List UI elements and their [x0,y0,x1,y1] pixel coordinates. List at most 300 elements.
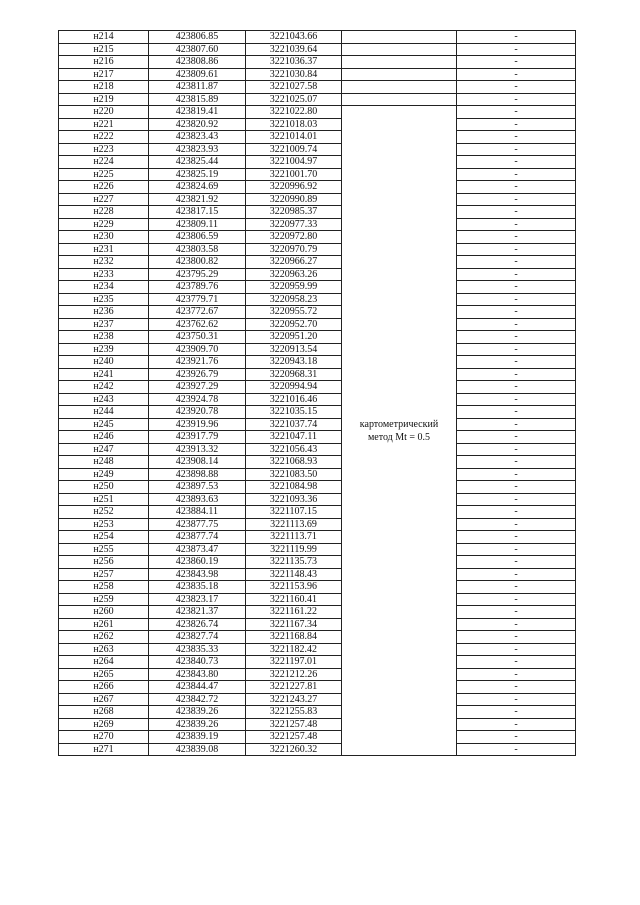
note-cell: - [457,68,576,81]
x-coordinate-cell: 423823.93 [149,143,246,156]
x-coordinate-cell: 423913.32 [149,443,246,456]
note-cell: - [457,418,576,431]
y-coordinate-cell: 3221119.99 [246,543,342,556]
note-cell: - [457,43,576,56]
x-coordinate-cell: 423924.78 [149,393,246,406]
point-name-cell: н268 [59,706,149,719]
x-coordinate-cell: 423898.88 [149,468,246,481]
note-cell: - [457,681,576,694]
table-row [59,631,576,644]
note-cell: - [457,81,576,94]
note-cell: - [457,518,576,531]
note-cell: - [457,593,576,606]
y-coordinate-cell: 3220985.37 [246,206,342,219]
point-name-cell: н229 [59,218,149,231]
note-cell: - [457,206,576,219]
note-cell: - [457,168,576,181]
note-cell: - [457,268,576,281]
table-row [59,668,576,681]
x-coordinate-cell: 423789.76 [149,281,246,294]
table-row [59,431,576,444]
x-coordinate-cell: 423839.26 [149,706,246,719]
x-coordinate-cell: 423919.96 [149,418,246,431]
note-cell: - [457,368,576,381]
y-coordinate-cell: 3221197.01 [246,656,342,669]
point-name-cell: н222 [59,131,149,144]
note-cell: - [457,243,576,256]
x-coordinate-cell: 423817.15 [149,206,246,219]
table-row [59,456,576,469]
y-coordinate-cell: 3220952.70 [246,318,342,331]
note-cell: - [457,393,576,406]
point-name-cell: н267 [59,693,149,706]
point-name-cell: н258 [59,581,149,594]
x-coordinate-cell: 423827.74 [149,631,246,644]
note-cell: - [457,218,576,231]
x-coordinate-cell: 423835.33 [149,643,246,656]
y-coordinate-cell: 3221084.98 [246,481,342,494]
point-name-cell: н248 [59,456,149,469]
y-coordinate-cell: 3220970.79 [246,243,342,256]
table-row [59,81,576,94]
note-cell: - [457,381,576,394]
y-coordinate-cell: 3221014.01 [246,131,342,144]
note-cell: - [457,131,576,144]
table-row [59,618,576,631]
table-row [59,106,576,119]
y-coordinate-cell: 3220977.33 [246,218,342,231]
table-row [59,518,576,531]
table-row [59,131,576,144]
table-row [59,531,576,544]
point-name-cell: н224 [59,156,149,169]
y-coordinate-cell: 3220990.89 [246,193,342,206]
note-cell: - [457,293,576,306]
note-cell: - [457,231,576,244]
note-cell: - [457,306,576,319]
note-cell: - [457,643,576,656]
point-name-cell: н246 [59,431,149,444]
x-coordinate-cell: 423877.75 [149,518,246,531]
note-cell: - [457,543,576,556]
point-name-cell: н230 [59,231,149,244]
method-text-line2: метод Mt = 0.5 [367,431,431,443]
note-cell: - [457,581,576,594]
method-cell-empty [342,93,457,106]
method-cell-empty [342,68,457,81]
table-row [59,706,576,719]
table-row [59,331,576,344]
y-coordinate-cell: 3221037.74 [246,418,342,431]
point-name-cell: н231 [59,243,149,256]
y-coordinate-cell: 3221009.74 [246,143,342,156]
y-coordinate-cell: 3221227.81 [246,681,342,694]
note-cell: - [457,618,576,631]
table-row [59,506,576,519]
y-coordinate-cell: 3220996.92 [246,181,342,194]
note-cell: - [457,31,576,44]
note-cell: - [457,506,576,519]
table-row [59,556,576,569]
table-row [59,656,576,669]
table-row [59,281,576,294]
table-row [59,168,576,181]
x-coordinate-cell: 423803.58 [149,243,246,256]
point-name-cell: н221 [59,118,149,131]
note-cell: - [457,693,576,706]
point-name-cell: н223 [59,143,149,156]
point-name-cell: н245 [59,418,149,431]
x-coordinate-cell: 423811.87 [149,81,246,94]
point-name-cell: н251 [59,493,149,506]
x-coordinate-cell: 423750.31 [149,331,246,344]
coordinates-table-body [59,31,576,756]
y-coordinate-cell: 3220963.26 [246,268,342,281]
y-coordinate-cell: 3221022.80 [246,106,342,119]
point-name-cell: н254 [59,531,149,544]
point-name-cell: н233 [59,268,149,281]
table-row [59,393,576,406]
note-cell: - [457,668,576,681]
point-name-cell: н249 [59,468,149,481]
x-coordinate-cell: 423839.26 [149,718,246,731]
y-coordinate-cell: 3221047.11 [246,431,342,444]
method-text-line1: картометрический [359,418,439,430]
point-name-cell: н226 [59,181,149,194]
x-coordinate-cell: 423825.44 [149,156,246,169]
y-coordinate-cell: 3221255.83 [246,706,342,719]
point-name-cell: н255 [59,543,149,556]
note-cell: - [457,606,576,619]
x-coordinate-cell: 423819.41 [149,106,246,119]
x-coordinate-cell: 423808.86 [149,56,246,69]
table-row [59,93,576,106]
x-coordinate-cell: 423795.29 [149,268,246,281]
x-coordinate-cell: 423844.47 [149,681,246,694]
y-coordinate-cell: 3221056.43 [246,443,342,456]
point-name-cell: н252 [59,506,149,519]
note-cell: - [457,493,576,506]
table-row [59,31,576,44]
x-coordinate-cell: 423897.53 [149,481,246,494]
point-name-cell: н250 [59,481,149,494]
x-coordinate-cell: 423860.19 [149,556,246,569]
note-cell: - [457,731,576,744]
y-coordinate-cell: 3221043.66 [246,31,342,44]
point-name-cell: н241 [59,368,149,381]
y-coordinate-cell: 3221068.93 [246,456,342,469]
note-cell: - [457,93,576,106]
point-name-cell: н244 [59,406,149,419]
x-coordinate-cell: 423821.37 [149,606,246,619]
note-cell: - [457,443,576,456]
note-cell: - [457,331,576,344]
method-cell [342,106,457,756]
y-coordinate-cell: 3220959.99 [246,281,342,294]
y-coordinate-cell: 3221148.43 [246,568,342,581]
x-coordinate-cell: 423877.74 [149,531,246,544]
y-coordinate-cell: 3221018.03 [246,118,342,131]
x-coordinate-cell: 423821.92 [149,193,246,206]
point-name-cell: н214 [59,31,149,44]
table-row [59,568,576,581]
note-cell: - [457,468,576,481]
point-name-cell: н262 [59,631,149,644]
table-row [59,693,576,706]
table-row [59,256,576,269]
x-coordinate-cell: 423839.19 [149,731,246,744]
table-row [59,381,576,394]
note-cell: - [457,318,576,331]
note-cell: - [457,743,576,756]
point-name-cell: н263 [59,643,149,656]
point-name-cell: н264 [59,656,149,669]
x-coordinate-cell: 423843.98 [149,568,246,581]
point-name-cell: н247 [59,443,149,456]
point-name-cell: н220 [59,106,149,119]
point-name-cell: н271 [59,743,149,756]
x-coordinate-cell: 423823.43 [149,131,246,144]
point-name-cell: н260 [59,606,149,619]
note-cell: - [457,118,576,131]
method-cell-empty [342,43,457,56]
x-coordinate-cell: 423926.79 [149,368,246,381]
table-row [59,406,576,419]
table-row [59,306,576,319]
point-name-cell: н232 [59,256,149,269]
point-name-cell: н239 [59,343,149,356]
x-coordinate-cell: 423927.29 [149,381,246,394]
table-row [59,731,576,744]
x-coordinate-cell: 423909.70 [149,343,246,356]
point-name-cell: н240 [59,356,149,369]
note-cell: - [457,256,576,269]
y-coordinate-cell: 3220943.18 [246,356,342,369]
method-cell-empty [342,81,457,94]
x-coordinate-cell: 423806.85 [149,31,246,44]
y-coordinate-cell: 3221004.97 [246,156,342,169]
y-coordinate-cell: 3221016.46 [246,393,342,406]
y-coordinate-cell: 3220994.94 [246,381,342,394]
table-row [59,181,576,194]
x-coordinate-cell: 423839.08 [149,743,246,756]
table-row [59,231,576,244]
table-row [59,68,576,81]
coordinates-table [58,30,576,756]
table-row [59,606,576,619]
x-coordinate-cell: 423807.60 [149,43,246,56]
y-coordinate-cell: 3221260.32 [246,743,342,756]
y-coordinate-cell: 3221113.69 [246,518,342,531]
point-name-cell: н237 [59,318,149,331]
x-coordinate-cell: 423825.19 [149,168,246,181]
x-coordinate-cell: 423842.72 [149,693,246,706]
x-coordinate-cell: 423920.78 [149,406,246,419]
note-cell: - [457,656,576,669]
y-coordinate-cell: 3221039.64 [246,43,342,56]
y-coordinate-cell: 3220913.54 [246,343,342,356]
y-coordinate-cell: 3221167.34 [246,618,342,631]
point-name-cell: н215 [59,43,149,56]
note-cell: - [457,531,576,544]
table-row [59,718,576,731]
x-coordinate-cell: 423824.69 [149,181,246,194]
y-coordinate-cell: 3221135.73 [246,556,342,569]
note-cell: - [457,181,576,194]
point-name-cell: н270 [59,731,149,744]
table-row [59,56,576,69]
y-coordinate-cell: 3221161.22 [246,606,342,619]
note-cell: - [457,193,576,206]
table-row [59,243,576,256]
y-coordinate-cell: 3221243.27 [246,693,342,706]
table-row [59,743,576,756]
x-coordinate-cell: 423835.18 [149,581,246,594]
y-coordinate-cell: 3220968.31 [246,368,342,381]
note-cell: - [457,568,576,581]
point-name-cell: н257 [59,568,149,581]
x-coordinate-cell: 423762.62 [149,318,246,331]
table-row [59,643,576,656]
x-coordinate-cell: 423806.59 [149,231,246,244]
x-coordinate-cell: 423908.14 [149,456,246,469]
point-name-cell: н266 [59,681,149,694]
x-coordinate-cell: 423873.47 [149,543,246,556]
y-coordinate-cell: 3220951.20 [246,331,342,344]
y-coordinate-cell: 3221168.84 [246,631,342,644]
table-row [59,293,576,306]
y-coordinate-cell: 3221182.42 [246,643,342,656]
point-name-cell: н238 [59,331,149,344]
y-coordinate-cell: 3221160.41 [246,593,342,606]
point-name-cell: н219 [59,93,149,106]
table-row [59,543,576,556]
table-row [59,681,576,694]
note-cell: - [457,281,576,294]
x-coordinate-cell: 423823.17 [149,593,246,606]
table-row [59,593,576,606]
table-row [59,318,576,331]
point-name-cell: н227 [59,193,149,206]
note-cell: - [457,718,576,731]
y-coordinate-cell: 3220966.27 [246,256,342,269]
table-row [59,356,576,369]
note-cell: - [457,156,576,169]
table-row [59,143,576,156]
point-name-cell: н216 [59,56,149,69]
table-row [59,481,576,494]
x-coordinate-cell: 423772.67 [149,306,246,319]
point-name-cell: н217 [59,68,149,81]
x-coordinate-cell: 423809.61 [149,68,246,81]
y-coordinate-cell: 3221153.96 [246,581,342,594]
method-cell-empty [342,31,457,44]
point-name-cell: н218 [59,81,149,94]
table-row [59,343,576,356]
point-name-cell: н236 [59,306,149,319]
point-name-cell: н256 [59,556,149,569]
note-cell: - [457,631,576,644]
y-coordinate-cell: 3220958.23 [246,293,342,306]
table-row [59,468,576,481]
point-name-cell: н234 [59,281,149,294]
x-coordinate-cell: 423843.80 [149,668,246,681]
note-cell: - [457,431,576,444]
point-name-cell: н235 [59,293,149,306]
note-cell: - [457,56,576,69]
note-cell: - [457,106,576,119]
x-coordinate-cell: 423809.11 [149,218,246,231]
y-coordinate-cell: 3221025.07 [246,93,342,106]
point-name-cell: н242 [59,381,149,394]
table-row [59,218,576,231]
point-name-cell: н261 [59,618,149,631]
y-coordinate-cell: 3221107.15 [246,506,342,519]
table-row [59,493,576,506]
table-row [59,43,576,56]
y-coordinate-cell: 3221212.26 [246,668,342,681]
y-coordinate-cell: 3221257.48 [246,731,342,744]
note-cell: - [457,556,576,569]
x-coordinate-cell: 423815.89 [149,93,246,106]
point-name-cell: н269 [59,718,149,731]
note-cell: - [457,481,576,494]
point-name-cell: н265 [59,668,149,681]
y-coordinate-cell: 3220955.72 [246,306,342,319]
y-coordinate-cell: 3221030.84 [246,68,342,81]
x-coordinate-cell: 423893.63 [149,493,246,506]
point-name-cell: н225 [59,168,149,181]
table-row [59,418,576,431]
table-row [59,156,576,169]
x-coordinate-cell: 423820.92 [149,118,246,131]
table-row [59,268,576,281]
note-cell: - [457,456,576,469]
y-coordinate-cell: 3221036.37 [246,56,342,69]
y-coordinate-cell: 3221113.71 [246,531,342,544]
x-coordinate-cell: 423779.71 [149,293,246,306]
x-coordinate-cell: 423921.76 [149,356,246,369]
y-coordinate-cell: 3220972.80 [246,231,342,244]
method-cell-empty [342,56,457,69]
table-row [59,368,576,381]
note-cell: - [457,706,576,719]
table-row [59,443,576,456]
point-name-cell: н253 [59,518,149,531]
y-coordinate-cell: 3221035.15 [246,406,342,419]
point-name-cell: н259 [59,593,149,606]
x-coordinate-cell: 423840.73 [149,656,246,669]
y-coordinate-cell: 3221027.58 [246,81,342,94]
x-coordinate-cell: 423917.79 [149,431,246,444]
y-coordinate-cell: 3221093.36 [246,493,342,506]
note-cell: - [457,143,576,156]
point-name-cell: н243 [59,393,149,406]
table-row [59,206,576,219]
x-coordinate-cell: 423800.82 [149,256,246,269]
y-coordinate-cell: 3221257.48 [246,718,342,731]
note-cell: - [457,406,576,419]
point-name-cell: н228 [59,206,149,219]
note-cell: - [457,356,576,369]
y-coordinate-cell: 3221001.70 [246,168,342,181]
y-coordinate-cell: 3221083.50 [246,468,342,481]
table-row [59,193,576,206]
table-row [59,118,576,131]
note-cell: - [457,343,576,356]
x-coordinate-cell: 423826.74 [149,618,246,631]
x-coordinate-cell: 423884.11 [149,506,246,519]
